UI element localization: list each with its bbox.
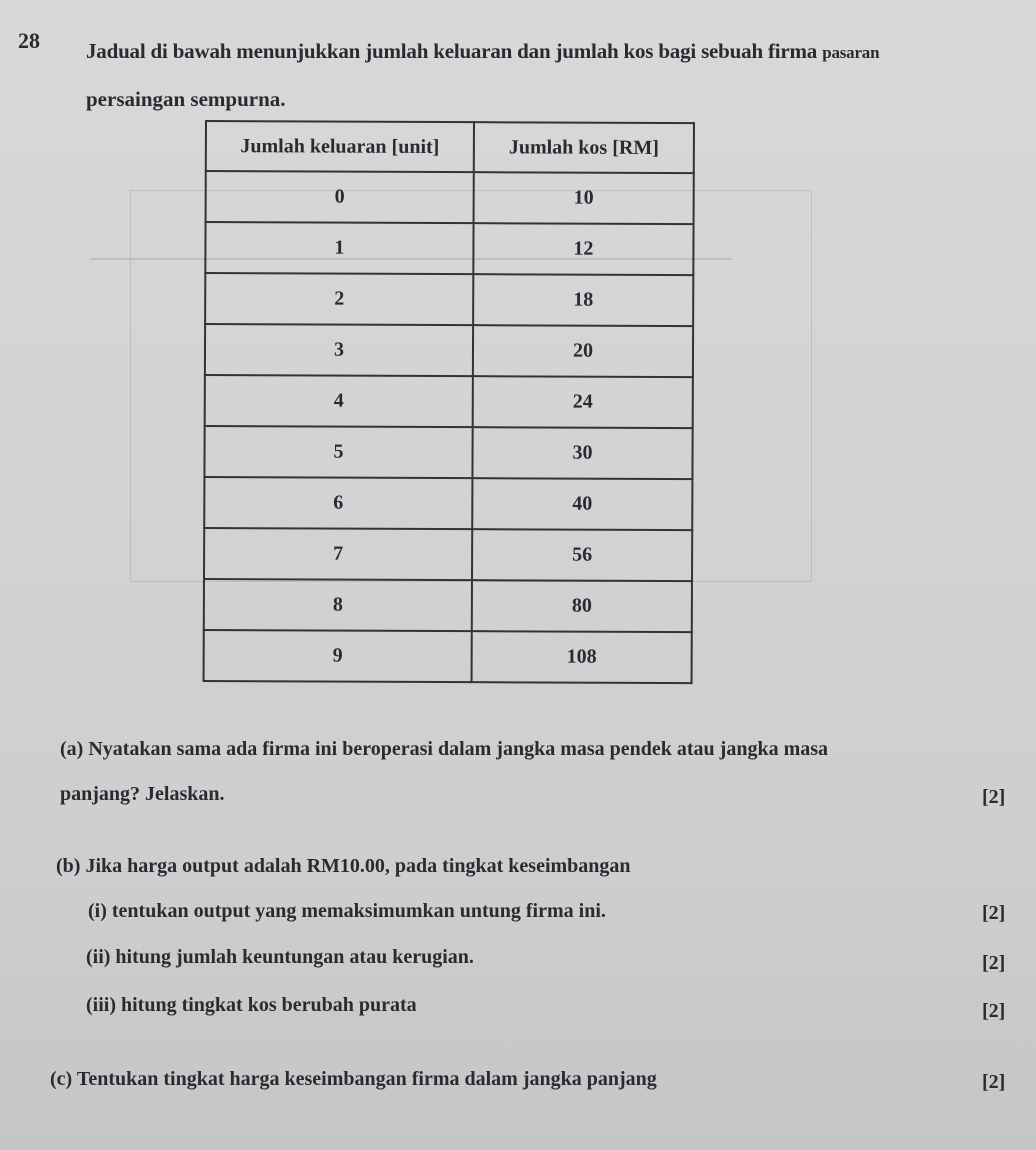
part-a-line-2: panjang? Jelaskan.	[60, 783, 225, 805]
cost-cell: 10	[474, 172, 694, 224]
part-b-i-mark: [2]	[982, 902, 1006, 924]
cost-cell: 40	[472, 478, 692, 530]
output-cell: 1	[205, 222, 473, 274]
question-intro	[86, 28, 1026, 122]
table-row	[205, 375, 693, 428]
table-row	[206, 171, 694, 224]
table-row	[205, 222, 693, 275]
part-b-iii: (iii) hitung tingkat kos berubah purata	[86, 994, 417, 1016]
output-cell: 9	[204, 630, 472, 682]
part-b-iii-mark: [2]	[982, 1000, 1006, 1022]
cost-cell: 108	[472, 631, 692, 683]
part-c-mark: [2]	[982, 1071, 1006, 1093]
table-row	[204, 630, 692, 683]
table-row	[204, 579, 692, 632]
cost-table	[203, 120, 695, 684]
part-b-ii: (ii) hitung jumlah keuntungan atau kerugian.	[86, 946, 474, 968]
output-cell: 6	[204, 477, 472, 529]
question-number: 28	[18, 28, 40, 53]
output-cell: 2	[205, 273, 473, 325]
table-row	[205, 324, 693, 377]
table-row	[204, 528, 692, 581]
intro-line-1-tail: pasaran	[822, 43, 880, 62]
cost-cell: 56	[472, 529, 692, 581]
cost-cell: 24	[473, 376, 693, 428]
part-b-ii-mark: [2]	[982, 952, 1006, 974]
output-cell: 0	[206, 171, 474, 223]
cost-cell: 30	[472, 427, 692, 479]
part-b-intro: (b) Jika harga output adalah RM10.00, pada tingkat keseimbangan	[56, 855, 631, 877]
cost-cell: 12	[473, 223, 693, 275]
output-cell: 3	[205, 324, 473, 376]
output-cell: 5	[204, 426, 472, 478]
header-output: Jumlah keluaran [unit]	[206, 121, 474, 172]
cost-cell: 20	[473, 325, 693, 377]
cost-cell: 80	[472, 580, 692, 632]
part-b-i: (i) tentukan output yang memaksimumkan untung firma ini.	[88, 900, 606, 922]
intro-line-1: Jadual di bawah menunjukkan jumlah keluaran dan jumlah kos bagi sebuah firma	[86, 39, 818, 63]
part-a-line-1: (a) Nyatakan sama ada firma ini beroperasi dalam jangka masa pendek atau jangka masa	[60, 738, 829, 760]
output-cell: 8	[204, 579, 472, 631]
output-cell: 7	[204, 528, 472, 580]
table-header-row	[206, 121, 694, 173]
table-row	[205, 273, 693, 326]
part-c: (c) Tentukan tingkat harga keseimbangan firma dalam jangka panjang	[50, 1068, 657, 1090]
intro-line-2: persaingan sempurna.	[86, 87, 286, 111]
cost-cell: 18	[473, 274, 693, 326]
table-row	[204, 477, 692, 530]
part-a-mark: [2]	[982, 786, 1006, 808]
table-row	[204, 426, 692, 479]
output-cell: 4	[205, 375, 473, 427]
header-total-cost: Jumlah kos [RM]	[474, 122, 694, 173]
